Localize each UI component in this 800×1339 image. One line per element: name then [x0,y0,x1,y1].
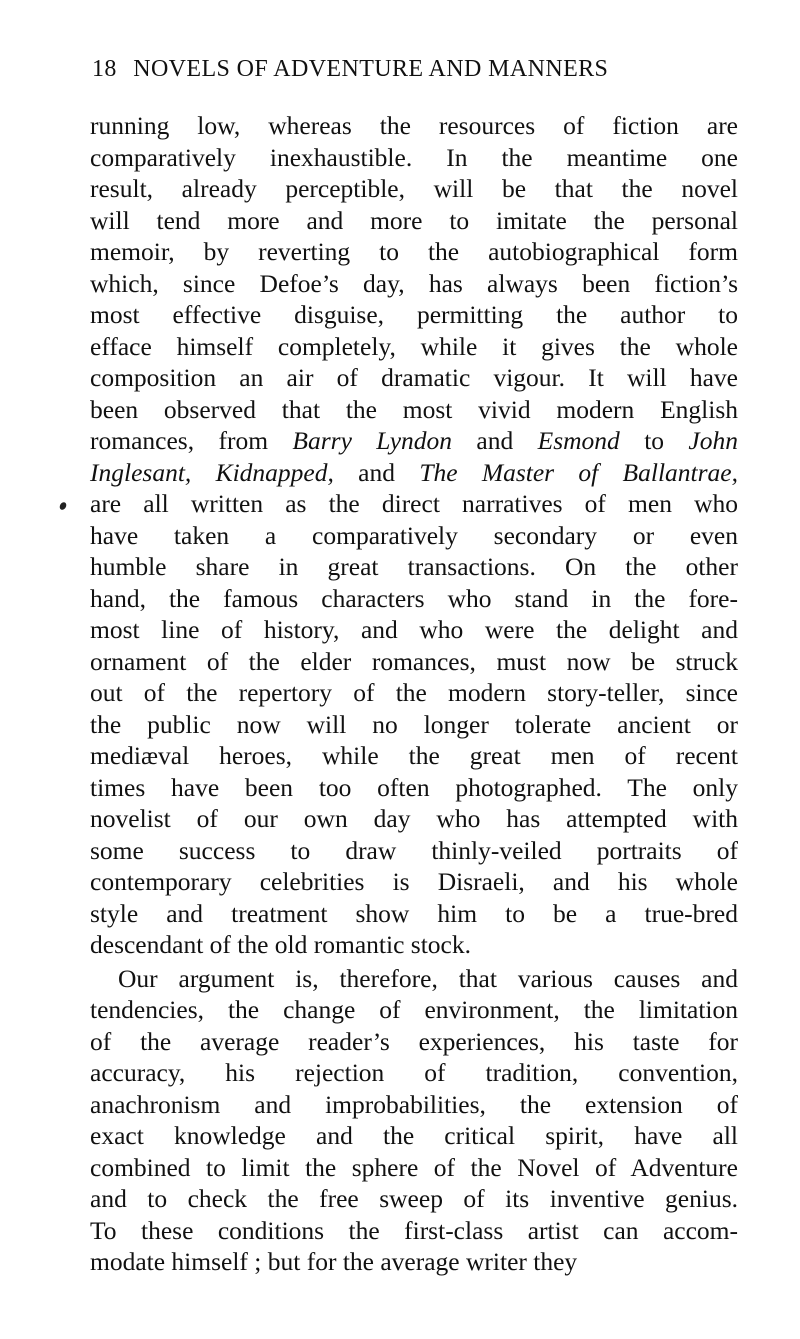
text-line [90,866,738,898]
text-line [90,488,738,520]
text-segment: memoir, by reverting to the autobiographical form [90,237,738,266]
text-line [90,110,738,142]
text-line [90,772,738,804]
text-line [90,898,738,930]
text-line [90,1152,738,1184]
text-segment: and [333,457,420,487]
text-segment: combined to limit the sphere of the Novel of Adventure [90,1152,738,1182]
text-segment: modate himself ; but for the average writer they [90,1247,578,1276]
text-segment: result, already perceptible, will be that the novel [90,174,738,203]
page-number: 18 [92,56,117,82]
text-segment: style and treatment show him to be a true-bred [90,898,738,928]
text-line [90,425,738,457]
text-segment: descendant of the old romantic stock. [90,930,471,959]
text-line [90,1183,738,1215]
text-segment: novelist of our own day who has attempted with [90,804,738,833]
italic-title: John [688,426,738,455]
text-segment: and [452,426,538,455]
text-line [90,236,738,268]
text-line [90,709,738,741]
text-segment: have taken a comparatively secondary or even [90,520,738,550]
text-line [90,1026,738,1058]
text-segment: to [619,426,689,455]
text-segment: composition an air of dramatic vigour. It will have [90,363,738,392]
text-line [90,1246,738,1278]
text-segment: exact knowledge and the critical spirit, have all [90,1121,738,1150]
text-line [90,1057,738,1089]
text-segment: the public now will no longer tolerate ancient or [90,709,738,739]
text-segment: and to check the free sweep of its inventive genius. [90,1184,738,1213]
text-segment: contemporary celebrities is Disraeli, and his whole [90,867,738,896]
text-segment: running low, whereas the resources of fiction are [90,111,738,140]
text-segment: hand, the famous characters who stand in the fore- [90,583,738,613]
text-segment: comparatively inexhaustible. In the meantime one [90,142,738,172]
text-segment: tendencies, the change of environment, the limitation [90,995,738,1024]
text-line [90,929,738,961]
text-line [90,646,738,678]
text-line [90,677,738,709]
page-body [90,110,738,1278]
italic-title: Inglesant, Kidnapped, [90,457,334,487]
text-segment: will tend more and more to imitate the personal [90,205,738,235]
text-line [90,994,738,1026]
text-line [90,205,738,237]
text-segment: mediæval heroes, while the great men of recent [90,741,738,770]
text-line [90,173,738,205]
text-line [90,520,738,552]
text-line [90,268,738,300]
text-segment: of the average reader’s experiences, his taste for [90,1026,738,1056]
margin-mark [58,501,67,511]
running-title: NOVELS OF ADVENTURE AND MANNERS [133,56,609,82]
running-header [92,56,706,83]
text-segment: been observed that the most vivid modern English [90,394,738,424]
text-segment: accuracy, his rejection of tradition, convention, [90,1058,738,1087]
text-line [90,1215,738,1247]
text-line [90,1089,738,1121]
text-line [90,331,738,363]
text-line [90,740,738,772]
text-segment: anachronism and improbabilities, the extension of [90,1089,738,1119]
paragraph [90,110,738,961]
text-line [90,362,738,394]
text-segment: Our argument is, therefore, that various causes and [118,963,738,993]
text-line [90,299,738,331]
text-segment: times have been too often photographed. The only [90,772,738,802]
text-line [90,963,738,995]
text-segment: romances, from [90,426,293,455]
text-segment: most line of history, and who were the delight and [90,615,738,644]
text-line [90,835,738,867]
italic-title: The Master of Ballantrae, [419,457,738,487]
text-segment: ornament of the elder romances, must now be struck [90,646,738,676]
italic-title: Esmond [537,426,620,455]
text-line [90,583,738,615]
text-line [90,803,738,835]
text-segment: To these conditions the first-class artist can accom- [90,1215,738,1245]
text-line [90,394,738,426]
text-segment: out of the repertory of the modern story-teller, since [90,678,738,707]
text-segment: which, since Defoe’s day, has always been fiction’s [90,268,738,298]
text-line [90,551,738,583]
text-segment: are all written as the direct narratives of men who [90,489,738,518]
text-segment: efface himself completely, while it gives the whole [90,331,738,361]
paragraph [90,963,738,1278]
text-line [90,1120,738,1152]
text-line [90,614,738,646]
text-segment: most effective disguise, permitting the author to [90,300,738,329]
italic-title: Barry Lyndon [292,426,453,455]
text-line [90,142,738,174]
text-segment: humble share in great transactions. On the other [90,552,738,581]
text-line [90,457,738,489]
text-segment: some success to draw thinly-veiled portraits of [90,835,738,865]
